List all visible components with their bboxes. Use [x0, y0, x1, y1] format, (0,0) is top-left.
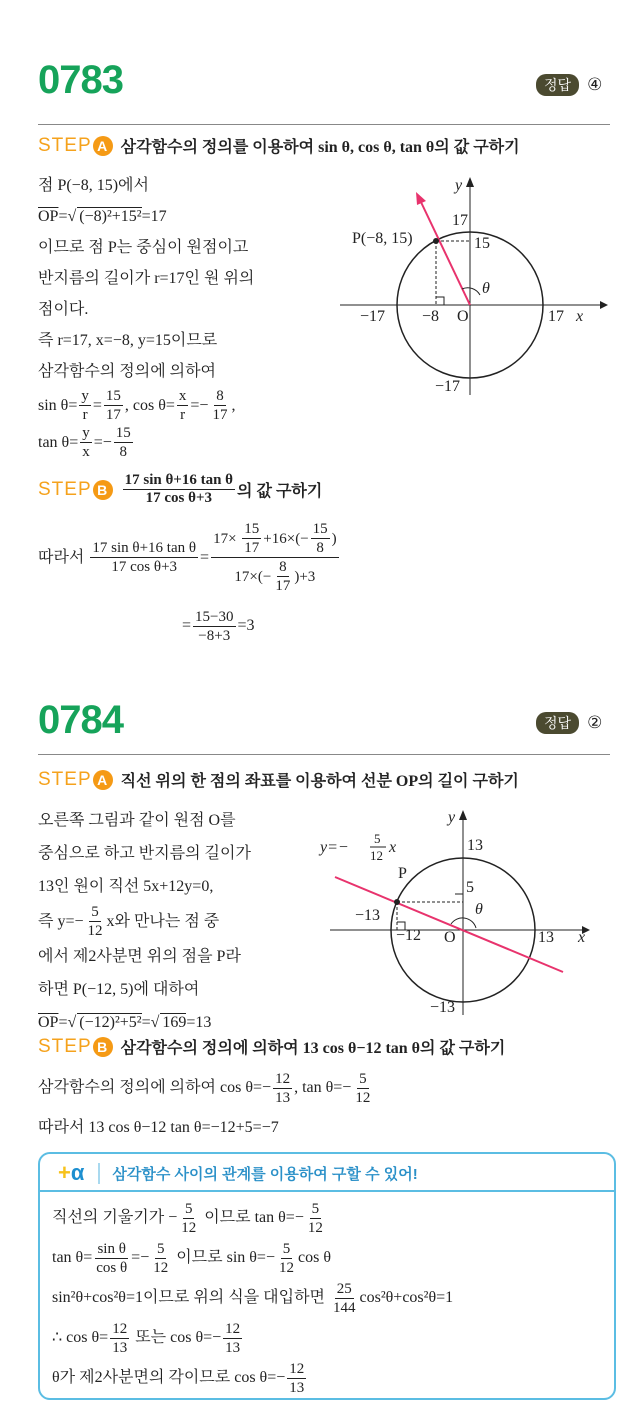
step-text: STEP: [38, 1035, 92, 1057]
fraction: [86, 903, 105, 940]
math-text: 17: [212, 407, 228, 423]
line-label-den: 12: [370, 848, 383, 863]
math-text: 5: [156, 1240, 165, 1257]
fraction: [179, 1200, 198, 1237]
step-badge: B: [93, 1037, 113, 1057]
answer-label: 정답: [536, 74, 579, 96]
numerator: [104, 387, 123, 406]
denominator: [223, 1339, 242, 1357]
math-text: 12: [307, 1219, 323, 1236]
text-line: [38, 387, 338, 424]
math-text: 삼각함수의 정의를 이용하여 sin θ, cos θ, tan θ의 값 구하기: [120, 139, 520, 156]
text-line: [38, 424, 338, 461]
fraction: [242, 520, 261, 557]
right-angle-mark: [455, 894, 463, 902]
numerator: [281, 1240, 293, 1259]
denominator: [331, 1299, 358, 1317]
text-line: [52, 1278, 453, 1318]
math-text: 13: [225, 1339, 241, 1356]
math-text: =−: [93, 433, 112, 451]
math-text: 15: [105, 388, 121, 404]
math-text: r: [180, 407, 186, 423]
math-text: 점 P(−8, 15)에서: [38, 176, 149, 194]
numerator: [211, 520, 339, 558]
math-text: 이므로 점 P는 중심이 원점이고: [38, 238, 249, 256]
denominator: [210, 406, 229, 424]
fraction: [223, 1320, 242, 1357]
step-a-body: [38, 170, 338, 461]
numerator: [90, 539, 198, 558]
math-text: 하면 P(−12, 5)에 대하여: [38, 980, 200, 998]
step-badge: A: [93, 136, 113, 156]
math-text: x와 만나는 점 중: [106, 912, 220, 930]
tick-label: −17: [435, 378, 461, 395]
math-text: 13: [275, 1089, 291, 1106]
step-a-heading: [38, 768, 519, 791]
denominator: [242, 539, 261, 557]
math-text: 오른쪽 그림과 같이 원점 O를: [38, 811, 236, 829]
math-text: 13: [112, 1339, 128, 1356]
segment-op: $\overline{OP}$: [38, 207, 59, 225]
plus-alpha-icon: +α: [58, 1160, 85, 1185]
line-5x-12y: [335, 877, 563, 972]
tick-label: 13: [538, 929, 554, 946]
tip-title: 삼각함수 사이의 관계를 이용하여 구할 수 있어!: [98, 1163, 417, 1184]
math-text: 12: [181, 1219, 197, 1236]
math-text: 12: [225, 1320, 241, 1337]
math-text: 8: [279, 559, 287, 575]
math-text: 의 값 구하기: [237, 483, 323, 500]
fraction: [177, 387, 189, 424]
denominator: [104, 406, 123, 424]
numerator: [311, 520, 330, 539]
text-line: [38, 232, 338, 263]
math-text: 8: [119, 444, 128, 460]
math-text: r: [82, 407, 88, 423]
math-text: 5: [359, 1070, 367, 1087]
numerator: [277, 558, 289, 577]
point-p: [394, 899, 400, 905]
fraction: [287, 1360, 306, 1397]
denominator: [314, 539, 326, 557]
math-text: 13인 원이 직선 5x+12y=0,: [38, 877, 214, 895]
numerator: [114, 424, 133, 443]
numerator: [79, 387, 91, 406]
denominator: [353, 1089, 372, 1107]
math-text: 12: [87, 923, 103, 939]
math-text: 17: [244, 540, 260, 556]
math-text: +16×(−: [263, 530, 309, 547]
denominator: [178, 406, 187, 424]
step-badge: A: [93, 770, 113, 790]
math-text: 17: [275, 578, 291, 594]
numerator: [335, 1280, 354, 1299]
text-line: [38, 940, 328, 973]
step-title: [121, 472, 323, 507]
math-text: =: [141, 1013, 151, 1031]
math-text: 즉 y=−: [38, 912, 84, 930]
denominator: [81, 406, 90, 424]
text-line: [52, 1358, 453, 1398]
numerator: [183, 1200, 195, 1219]
denominator: [273, 1089, 292, 1107]
step-b-heading: [38, 472, 322, 507]
math-text: 삼각함수의 정의에 의하여: [38, 362, 217, 380]
math-text: sin θ=: [38, 396, 78, 414]
step-badge: B: [93, 480, 113, 500]
math-text: , cos θ=: [124, 396, 175, 414]
tick-label: 5: [466, 879, 474, 896]
math-text: 13: [289, 1379, 305, 1396]
step-title: [121, 134, 520, 157]
math-text: =−: [131, 1249, 150, 1267]
step-b-body: [38, 1068, 374, 1148]
math-text: tan θ=: [38, 433, 79, 451]
text-line: [38, 325, 338, 356]
tick-label: 13: [467, 837, 483, 854]
denominator: [287, 1379, 306, 1397]
divider: [38, 754, 610, 755]
math-text: 12: [112, 1320, 128, 1337]
text-line: [52, 1198, 453, 1238]
math-text: cos θ: [297, 1249, 331, 1267]
answer-label: 정답: [536, 712, 579, 734]
text-line: [38, 170, 338, 201]
numerator: [287, 1360, 306, 1379]
point-label: P: [398, 865, 407, 882]
origin-label: O: [457, 308, 469, 325]
math-text: 5: [184, 1200, 193, 1217]
math-text: =: [92, 396, 102, 414]
step-label: [38, 479, 113, 501]
math-text: 17 sin θ+16 tan θ: [92, 540, 197, 556]
math-text: sin θ: [97, 1240, 126, 1257]
denominator: [151, 1259, 170, 1277]
math-text: −8+3: [198, 627, 231, 644]
numerator: [273, 1070, 292, 1089]
numerator: [242, 520, 261, 539]
denominator: [109, 558, 179, 576]
math-text: 12: [355, 1089, 371, 1106]
tick-label: 15: [474, 235, 490, 252]
tip-lines: [52, 1198, 453, 1398]
fraction: [90, 539, 198, 576]
unit-circle-diagram-2: [310, 800, 610, 1020]
line-label: y=−: [320, 839, 349, 856]
numerator: [89, 903, 101, 922]
numerator: [223, 1320, 242, 1339]
text-line: [38, 1068, 374, 1108]
numerator: [193, 608, 235, 627]
math-text: 25: [336, 1280, 352, 1297]
answer-value: ④: [587, 75, 603, 94]
denominator: [232, 558, 317, 595]
point-p: [433, 238, 439, 244]
text-line: [52, 1318, 453, 1358]
denominator: [144, 490, 214, 507]
text-line: [38, 973, 328, 1006]
fraction: [123, 472, 235, 507]
text-line: [38, 804, 328, 837]
math-text: 삼각함수의 정의에 의하여 13 cos θ−12 tan θ의 값 구하기: [120, 1040, 506, 1057]
numerator: [357, 1070, 369, 1089]
math-text: ): [331, 530, 337, 547]
x-arrow-icon: [600, 301, 608, 309]
text-line: [38, 903, 328, 940]
math-text: y: [82, 425, 90, 441]
math-text: 따라서: [38, 548, 89, 566]
radicand: (−8)²+15²: [79, 207, 142, 225]
numerator: [123, 472, 235, 490]
text-line: [38, 520, 341, 595]
math-text: 점이다.: [38, 300, 89, 318]
sqrt: √ 169: [150, 1013, 187, 1031]
math-text: 따라서 13 cos θ−12 tan θ=−12+5=−7: [38, 1119, 279, 1137]
math-text: 12: [278, 1259, 294, 1276]
step-text: STEP: [38, 768, 92, 790]
sqrt: √ (−12)²+5²: [67, 1013, 142, 1031]
numerator: [214, 387, 226, 406]
sqrt: √ (−8)²+15²: [67, 207, 142, 225]
text-line: [38, 263, 338, 294]
math-text: ,: [231, 396, 236, 414]
denominator: [94, 1259, 129, 1277]
numerator: [110, 1320, 129, 1339]
answer-badge: [536, 74, 602, 96]
radicand: 169: [162, 1013, 187, 1031]
denominator: [80, 443, 92, 461]
line-label-num: 5: [374, 831, 381, 846]
step-a-body: [38, 804, 328, 1039]
fraction: [104, 387, 123, 424]
math-text: 즉 r=17, x=−8, y=15이므로: [38, 331, 218, 349]
math-text: 5: [91, 904, 99, 920]
tick-label: 17: [452, 212, 468, 229]
math-text: 17: [105, 407, 121, 423]
math-text: 8: [216, 388, 224, 404]
tick-label: −13: [430, 999, 456, 1016]
math-text: 8: [316, 540, 324, 556]
fraction: [110, 1320, 129, 1357]
math-text: sin²θ+cos²θ=1이므로 위의 식을 대입하면: [52, 1289, 329, 1307]
math-text: 17×(−: [234, 568, 272, 585]
numerator: [177, 387, 189, 406]
fraction: [80, 424, 92, 461]
math-text: , tan θ=−: [294, 1079, 352, 1097]
fraction: [79, 387, 91, 424]
math-text: cos²θ+cos²θ=1: [359, 1289, 454, 1307]
numerator: [155, 1240, 167, 1259]
text-line: [38, 356, 338, 387]
math-text: 12: [153, 1259, 169, 1276]
x-label: x: [576, 308, 584, 325]
fraction: [211, 520, 339, 595]
fraction: [114, 424, 133, 461]
math-text: 144: [333, 1299, 356, 1316]
math-text: θ가 제2사분면의 각이므로 cos θ=−: [52, 1369, 286, 1387]
math-text: 직선의 기울기가 −: [52, 1209, 178, 1227]
math-text: x: [178, 388, 187, 404]
math-text: 15: [115, 425, 131, 441]
denominator: [196, 627, 232, 645]
math-text: 15: [312, 521, 328, 537]
math-text: =: [200, 548, 210, 566]
math-text: 15: [244, 521, 260, 537]
fraction: [331, 1280, 358, 1317]
step-label: [38, 769, 113, 791]
theta-label: θ: [475, 901, 483, 918]
fraction: [277, 1240, 296, 1277]
fraction: [273, 558, 292, 595]
fraction: [311, 520, 330, 557]
step-label: [38, 135, 113, 157]
fraction: [193, 608, 235, 645]
step-label: [38, 1036, 113, 1058]
fraction: [94, 1240, 129, 1277]
right-angle-mark: [436, 297, 444, 305]
numerator: [80, 424, 92, 443]
y-label: y: [448, 809, 456, 826]
math-text: )+3: [294, 568, 316, 585]
unit-circle-diagram-1: [330, 165, 620, 405]
problem-number: 0783: [38, 58, 123, 102]
math-text: 삼각함수의 정의에 의하여 cos θ=−: [38, 1079, 272, 1097]
math-text: 에서 제2사분면 위의 점을 P라: [38, 947, 241, 965]
y-label: y: [455, 177, 463, 194]
answer-badge: [536, 712, 602, 734]
step-text: STEP: [38, 478, 92, 500]
math-text: =13: [186, 1013, 212, 1031]
math-text: 직선 위의 한 점의 좌표를 이용하여 선분 OP의 길이 구하기: [120, 773, 519, 790]
segment-op: $\overline{OP}$: [38, 1013, 59, 1031]
math-text: 반지름의 길이가 r=17인 원 위의: [38, 269, 255, 287]
math-text: 12: [275, 1070, 291, 1087]
math-text: =−: [190, 396, 209, 414]
numerator: [95, 1240, 127, 1259]
tick-label: −17: [360, 308, 386, 325]
tick-label: −13: [355, 907, 381, 924]
answer-value: ②: [587, 713, 603, 732]
step-b-body: [38, 520, 341, 657]
x-label: x: [578, 929, 586, 946]
text-line: [38, 294, 338, 325]
math-text: =17: [141, 207, 167, 225]
math-text: =: [58, 207, 68, 225]
tip-box-header: [58, 1160, 418, 1186]
math-text: 중심으로 하고 반지름의 길이가: [38, 844, 251, 862]
denominator: [118, 443, 130, 461]
text-line: [38, 870, 328, 903]
math-text: =3: [237, 617, 255, 635]
step-text: STEP: [38, 134, 92, 156]
origin-label: O: [444, 929, 456, 946]
denominator: [110, 1339, 129, 1357]
point-label: P(−8, 15): [352, 230, 413, 247]
step-title: [121, 768, 519, 791]
math-text: cos θ: [96, 1259, 128, 1276]
math-text: x: [82, 444, 90, 460]
text-line: [38, 837, 328, 870]
math-text: 또는 cos θ=−: [131, 1329, 222, 1347]
math-text: y: [81, 388, 89, 404]
step-b-heading: [38, 1035, 505, 1058]
math-text: 이므로 sin θ=−: [172, 1249, 275, 1267]
math-text: 12: [289, 1360, 305, 1377]
radicand: (−12)²+5²: [79, 1013, 142, 1031]
math-text: =: [58, 1013, 68, 1031]
y-arrow-icon: [459, 810, 467, 820]
divider: [38, 124, 610, 125]
denominator: [306, 1219, 325, 1237]
ray-arrow-icon: [416, 192, 426, 205]
tick-label: −12: [396, 927, 422, 944]
fraction: [353, 1070, 372, 1107]
math-text: 17×: [213, 530, 241, 547]
math-text: 17 cos θ+3: [111, 559, 178, 575]
y-arrow-icon: [466, 177, 474, 187]
math-text: 이므로 tan θ=−: [200, 1209, 304, 1227]
step-a-heading: [38, 134, 520, 157]
fraction: [273, 1070, 292, 1107]
fraction: [210, 387, 229, 424]
tick-label: 17: [548, 308, 564, 325]
math-text: 17 sin θ+16 tan θ: [124, 472, 234, 488]
line-label-fraction: [370, 831, 386, 863]
text-line: [38, 595, 341, 657]
math-text: ∴ cos θ=: [52, 1329, 109, 1347]
line-label-x: x: [389, 839, 397, 856]
fraction: [306, 1200, 325, 1237]
math-text: 5: [311, 1200, 320, 1217]
tick-label: −8: [422, 308, 440, 325]
math-text: 5: [282, 1240, 291, 1257]
math-text: 15−30: [195, 608, 234, 625]
fraction: [151, 1240, 170, 1277]
denominator: [179, 1219, 198, 1237]
denominator: [277, 1259, 296, 1277]
numerator: [310, 1200, 322, 1219]
math-text: 17 cos θ+3: [145, 490, 213, 506]
denominator: [273, 577, 292, 595]
text-line: [52, 1238, 453, 1278]
math-text: tan θ=: [52, 1249, 93, 1267]
math-text: =: [38, 617, 192, 635]
text-line: [38, 1108, 374, 1148]
theta-label: θ: [482, 280, 490, 297]
denominator: [86, 922, 105, 940]
text-line: [38, 201, 338, 232]
step-title: [121, 1035, 506, 1058]
problem-number: 0784: [38, 698, 123, 742]
